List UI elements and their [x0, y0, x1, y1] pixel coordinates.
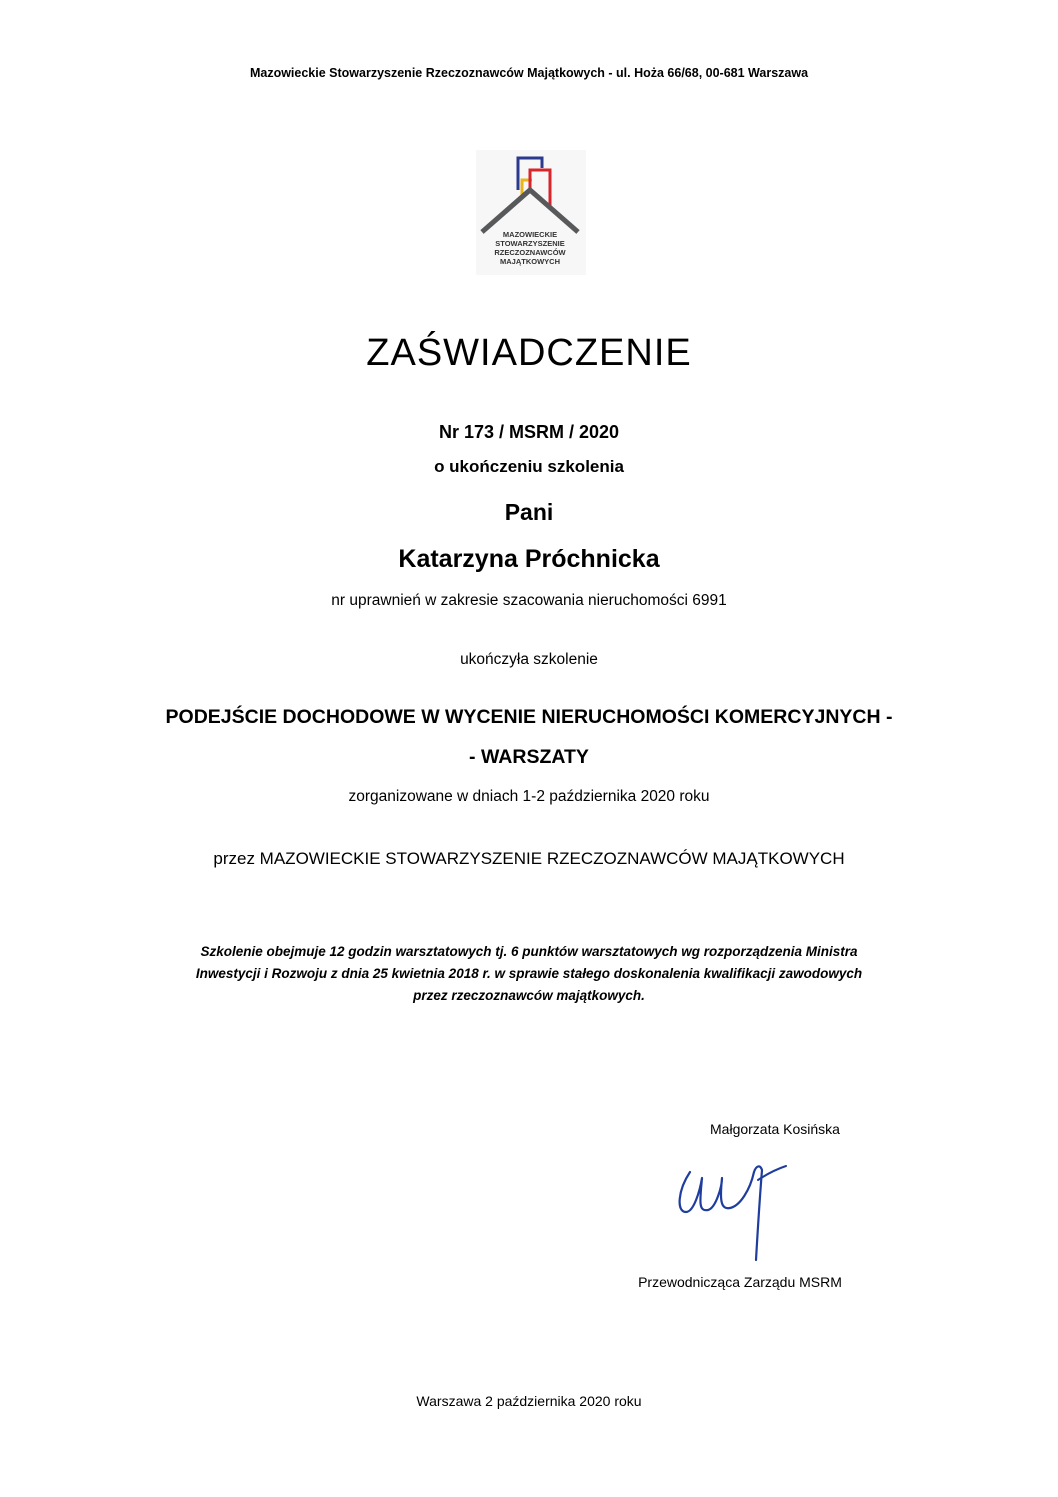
certificate-number: Nr 173 / MSRM / 2020 — [438, 422, 620, 442]
course-title-line-2: - WARSZATY — [469, 746, 589, 768]
signer-role: Przewodnicząca Zarządu MSRM — [638, 1274, 842, 1290]
logo-line-3: RZECZOZNAWCÓW — [494, 248, 566, 257]
training-note — [100, 941, 958, 1007]
training-note-line-1: Szkolenie obejmuje 12 godzin warsztatowych tj. 6 punktów warsztatowych wg rozporządzenia Ministra — [200, 944, 858, 959]
signer-name: Małgorzata Kosińska — [710, 1121, 840, 1137]
training-note-line-2: Inwestycji i Rozwoju z dnia 25 kwietnia 2018 r. w sprawie stałego doskonalenia kwalifikacji zawodowych — [195, 966, 863, 981]
completed-text: ukończyła szkolenie — [460, 651, 598, 668]
letterhead: Mazowieckie Stowarzyszenie Rzeczoznawców Majątkowych - ul. Hoża 66/68, 00-681 Warszawa — [249, 66, 809, 80]
certificate-title: ZAŚWIADCZENIE — [366, 332, 692, 374]
recipient-name: Katarzyna Próchnicka — [398, 545, 660, 573]
course-dates: zorganizowane w dniach 1-2 października 2020 roku — [348, 788, 710, 805]
organizer: przez MAZOWIECKIE STOWARZYSZENIE RZECZOZNAWCÓW MAJĄTKOWYCH — [213, 849, 845, 868]
training-note-line-3: przez rzeczoznawców majątkowych. — [413, 988, 645, 1003]
place-and-date: Warszawa 2 października 2020 roku — [416, 1393, 642, 1409]
logo-line-4: MAJĄTKOWYCH — [500, 257, 560, 266]
handwritten-signature — [660, 1150, 810, 1265]
salutation: Pani — [504, 499, 554, 525]
course-title-line-1: PODEJŚCIE DOCHODOWE W WYCENIE NIERUCHOMOŚCI KOMERCYJNYCH - — [165, 706, 893, 728]
association-logo — [476, 150, 586, 275]
license-number: nr uprawnień w zakresie szacowania nieruchomości 6991 — [331, 592, 727, 609]
logo-line-2: STOWARZYSZENIE — [495, 239, 565, 248]
certificate-subtitle: o ukończeniu szkolenia — [434, 457, 624, 476]
logo-line-1: MAZOWIECKIE — [502, 230, 558, 239]
